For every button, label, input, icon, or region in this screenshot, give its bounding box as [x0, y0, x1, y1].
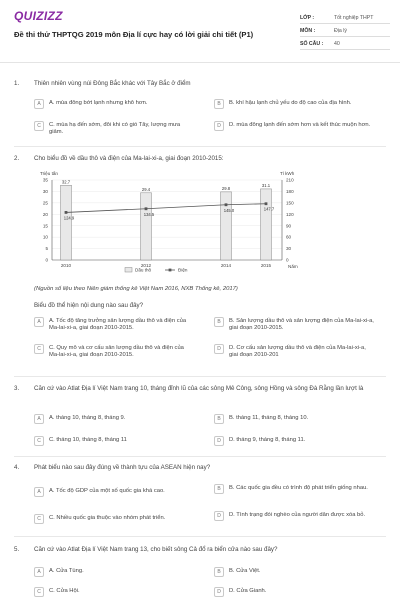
option-text: D. Tình trạng đói nghèo của người dân được xóa bỏ.: [229, 512, 366, 518]
question-text: Thiên nhiên vùng núi Đông Bắc khác với Tây Bắc ở điểm: [34, 80, 191, 87]
option-b[interactable]: [214, 568, 374, 577]
option-text: D. Cơ cấu sản lượng dầu thô và điện của Ma-lai-xi-a, giai đoạn 2010-201: [229, 345, 366, 359]
bar-oil: [61, 185, 72, 260]
option-letter: A: [34, 487, 44, 497]
option-a[interactable]: [34, 488, 194, 497]
option-letter: D: [214, 511, 224, 521]
question-text: Căn cứ vào Atlat Địa lí Việt Nam trang 13, cho biết sông Cả đổ ra biển cửa nào sau đây?: [34, 546, 278, 553]
line-value-label: 134.5: [143, 211, 155, 217]
option-letter: D: [214, 436, 224, 446]
option-b[interactable]: [214, 415, 374, 424]
meta-value: 40: [334, 41, 340, 48]
option-text: A. tháng 10, tháng 8, tháng 9.: [49, 415, 126, 421]
bar-oil: [141, 193, 152, 260]
legend-label-oil: Dầu thô: [135, 267, 152, 273]
question-text: Cho biểu đồ về dầu thô và điện của Ma-lai-xi-a, giai đoạn 2010-2015:: [34, 155, 224, 162]
option-letter: A: [34, 567, 44, 577]
option-c[interactable]: [34, 515, 194, 524]
question-text: Phát biểu nào sau đây đúng về thành tựu của ASEAN hiện nay?: [34, 464, 211, 471]
option-letter: B: [214, 414, 224, 424]
option-c[interactable]: [34, 345, 194, 359]
left-axis-label: Triệu tấn: [40, 171, 58, 176]
option-text: D. tháng 9, tháng 8, tháng 11.: [229, 437, 306, 443]
left-tick-label: 20: [42, 211, 48, 217]
right-tick-label: 150: [286, 200, 294, 206]
option-text: A. Cửa Tùng.: [49, 568, 84, 574]
left-tick-label: 30: [42, 189, 48, 195]
x-tick-label: 2014: [220, 263, 232, 268]
option-c[interactable]: [34, 588, 194, 597]
option-letter: C: [34, 436, 44, 446]
question-2: [14, 155, 390, 167]
legend-marker-electricity: [169, 269, 172, 272]
meta-key: MÔN :: [300, 28, 316, 35]
right-tick-label: 0: [286, 257, 289, 263]
bar-value-label: 31.1: [261, 182, 271, 188]
question-divider: [14, 456, 386, 457]
option-letter: C: [34, 587, 44, 597]
option-c[interactable]: [34, 122, 194, 136]
option-a[interactable]: [34, 568, 194, 577]
x-tick-label: 2012: [140, 263, 152, 268]
left-tick-label: 10: [42, 234, 48, 240]
worksheet-meta: [300, 14, 390, 53]
right-tick-label: 180: [286, 189, 294, 195]
meta-value: Địa lý: [334, 28, 347, 35]
option-d[interactable]: [214, 588, 374, 597]
right-tick-label: 210: [286, 177, 294, 183]
option-c[interactable]: [34, 437, 194, 446]
question-prompt: Biểu đồ thể hiện nội dung nào sau đây?: [34, 302, 144, 309]
legend-swatch-oil: [125, 268, 132, 273]
option-letter: B: [214, 317, 224, 327]
option-text: B. khí hậu lạnh chủ yếu do độ cao của địa hình.: [229, 100, 352, 106]
left-tick-label: 15: [42, 223, 48, 229]
quizizz-logo: QUIZIZZ: [14, 9, 63, 23]
question-divider: [14, 146, 386, 147]
option-text: D. mùa đông lạnh đến sớm hơn và kết thúc muộn hơn.: [229, 122, 371, 128]
line-point: [145, 207, 148, 210]
line-value-label: 145.0: [223, 207, 235, 213]
meta-subject-row: [300, 27, 390, 37]
line-value-label: 147.7: [263, 206, 275, 212]
option-letter: C: [34, 344, 44, 354]
question-number: 1.: [14, 80, 20, 87]
option-text: C. Quy mô và cơ cấu sản lượng dầu thô và điện của Ma-lai-xi-a, giai đoạn 2010-2015.: [49, 345, 184, 359]
left-tick-label: 5: [45, 246, 48, 252]
worksheet-title: Đề thi thử THPTQG 2019 môn Địa lí cực hay có lời giải chi tiết (P1): [14, 30, 254, 39]
question-1: [14, 80, 390, 142]
option-text: B. Các quốc gia đều có trình độ phát triển giống nhau.: [229, 485, 368, 491]
option-text: D. Cửa Gianh.: [229, 588, 267, 594]
chart-source: (Nguồn số liệu theo Niên giám thống kê Việt Nam 2016, NXB Thống kê, 2017): [34, 286, 238, 292]
meta-key: LỚP :: [300, 15, 315, 22]
question-4: [14, 464, 390, 530]
left-tick-label: 35: [42, 177, 48, 183]
bar-value-label: 29.8: [221, 185, 231, 191]
question-text: Căn cứ vào Atlat Địa lí Việt Nam trang 10, tháng đỉnh lũ của các sông Mê Công, sông Hồng và sông Đà Rằng lần lượt là: [34, 385, 364, 392]
option-letter: A: [34, 317, 44, 327]
option-d[interactable]: [214, 437, 374, 446]
option-d[interactable]: [214, 512, 374, 521]
line-electricity: [66, 204, 266, 213]
question-divider: [14, 536, 386, 537]
bar-value-label: 29.4: [141, 186, 151, 192]
line-value-label: 124.9: [63, 215, 75, 221]
right-tick-label: 90: [286, 223, 292, 229]
option-letter: A: [34, 414, 44, 424]
oil-electricity-chart: [30, 168, 330, 280]
option-text: A. Tốc độ tăng trưởng sản lượng dầu thô và điện của Ma-lai-xi-a, giai đoạn 2010-2015.: [49, 318, 187, 332]
option-a[interactable]: [34, 318, 194, 332]
question-number: 2.: [14, 155, 20, 162]
option-b[interactable]: [214, 485, 374, 494]
x-tick-label: 2010: [60, 263, 72, 268]
chart-svg: [30, 168, 330, 280]
option-text: B. tháng 11, tháng 8, tháng 10.: [229, 415, 309, 421]
meta-count-row: [300, 40, 390, 50]
right-tick-label: 60: [286, 234, 292, 240]
option-b[interactable]: [214, 100, 374, 109]
option-letter: B: [214, 99, 224, 109]
option-text: A. mùa đông bớt lạnh nhưng khô hơn.: [49, 100, 148, 106]
option-text: B. Cửa Việt.: [229, 568, 261, 574]
question-3: [14, 385, 390, 455]
option-text: C. Cửa Hội.: [49, 588, 80, 594]
bar-oil: [221, 192, 232, 260]
meta-key: SỐ CÂU :: [300, 41, 324, 48]
question-2-options: [14, 318, 390, 368]
option-letter: C: [34, 514, 44, 524]
option-letter: D: [214, 121, 224, 131]
option-text: C. tháng 10, tháng 8, tháng 11: [49, 437, 127, 443]
right-axis-label: Tỉ kWh: [280, 171, 295, 176]
option-letter: B: [214, 484, 224, 494]
option-letter: D: [214, 587, 224, 597]
option-text: C. Nhiều quốc gia thuộc vào nhóm phát triển.: [49, 515, 166, 521]
header-divider: [0, 62, 400, 63]
option-text: C. mùa hạ đến sớm, đôi khi có gió Tây, lượng mưa giảm.: [49, 122, 181, 136]
option-letter: A: [34, 99, 44, 109]
question-number: 5.: [14, 546, 20, 553]
option-d[interactable]: [214, 345, 374, 359]
option-a[interactable]: [34, 100, 194, 109]
option-a[interactable]: [34, 415, 194, 424]
option-d[interactable]: [214, 122, 374, 131]
option-letter: D: [214, 344, 224, 354]
question-number: 4.: [14, 464, 20, 471]
option-letter: C: [34, 121, 44, 131]
right-tick-label: 120: [286, 211, 294, 217]
line-point: [265, 202, 268, 205]
bar-value-label: 32.7: [61, 179, 71, 185]
option-letter: B: [214, 567, 224, 577]
option-text: A. Tốc độ GDP của một số quốc gia khá cao.: [49, 488, 165, 494]
worksheet-header: [0, 0, 400, 62]
question-5: [14, 546, 390, 598]
question-divider: [14, 376, 386, 377]
meta-class-row: [300, 14, 390, 24]
option-text: B. Sản lượng dầu thô và sản lượng điện của Ma-lai-xi-a, giai đoạn 2010-2015.: [229, 318, 374, 332]
line-point: [225, 203, 228, 206]
left-tick-label: 0: [45, 257, 48, 263]
left-tick-label: 25: [42, 200, 48, 206]
line-point: [65, 211, 68, 214]
option-b[interactable]: [214, 318, 374, 332]
x-axis-label: Năm: [288, 264, 298, 269]
bar-oil: [261, 189, 272, 260]
x-tick-label: 2015: [260, 263, 272, 268]
legend-label-electricity: Điện: [178, 267, 188, 273]
meta-value: Tốt nghiệp THPT: [334, 15, 374, 22]
right-tick-label: 30: [286, 246, 292, 252]
question-number: 3.: [14, 385, 20, 392]
